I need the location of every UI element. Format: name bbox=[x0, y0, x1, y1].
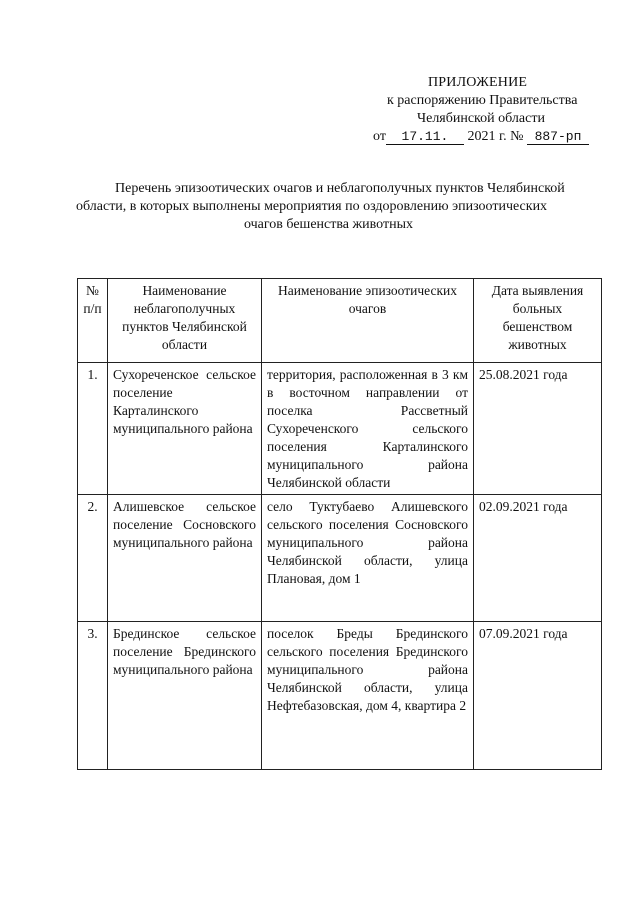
appendix-order-line: к распоряжению Правительства bbox=[387, 93, 578, 108]
row-place: Брединское сельское поселение Брединского муниципального района bbox=[108, 622, 262, 770]
row-date: 02.09.2021 года bbox=[474, 495, 602, 622]
appendix-block bbox=[360, 74, 630, 146]
header-focus: Наименование эпизоотических очагов bbox=[262, 279, 474, 363]
table-row bbox=[78, 622, 602, 770]
row-place: Сухореченское сельское поселение Карталинского муниципального района bbox=[108, 363, 262, 495]
appendix-date-line bbox=[373, 128, 630, 146]
table-row bbox=[78, 495, 602, 622]
row-num: 1. bbox=[78, 363, 108, 495]
row-focus: село Туктубаево Алишевского сельского поселения Сосновского муниципального района Челябинской области, улица Плановая, дом 1 bbox=[262, 495, 474, 622]
row-place: Алишевское сельское поселение Сосновского муниципального района bbox=[108, 495, 262, 622]
document-heading bbox=[76, 180, 616, 234]
foci-table bbox=[77, 278, 602, 770]
table-row bbox=[78, 363, 602, 495]
row-focus: поселок Бреды Брединского сельского поселения Брединского муниципального района Челябинской области, улица Нефтебазовская, дом 4, квартира 2 bbox=[262, 622, 474, 770]
row-date: 07.09.2021 года bbox=[474, 622, 602, 770]
row-date: 25.08.2021 года bbox=[474, 363, 602, 495]
header-place: Наименование неблагополучных пунктов Челябинской области bbox=[108, 279, 262, 363]
row-focus: территория, расположенная в 3 км в восточном направлении от поселка Рассветный Сухореченского сельского поселения Карталинского муниципального района Челябинской области bbox=[262, 363, 474, 495]
row-num: 3. bbox=[78, 622, 108, 770]
appendix-title: ПРИЛОЖЕНИЕ bbox=[428, 75, 528, 90]
appendix-region-line: Челябинской области bbox=[417, 111, 545, 126]
order-year: 2021 г. № bbox=[467, 129, 524, 144]
heading-line-2: области, в которых выполнены мероприятия по оздоровлению эпизоотических bbox=[76, 199, 548, 214]
table-header-row bbox=[78, 279, 602, 363]
order-number: 887-рп bbox=[527, 129, 589, 145]
header-date: Дата выявления больных бешенством животных bbox=[474, 279, 602, 363]
header-num: № п/п bbox=[78, 279, 108, 363]
date-prefix: от bbox=[373, 129, 386, 144]
row-num: 2. bbox=[78, 495, 108, 622]
order-date: 17.11. bbox=[386, 129, 464, 145]
heading-line-1: Перечень эпизоотических очагов и неблагополучных пунктов Челябинской bbox=[115, 181, 565, 196]
heading-line-3: очагов бешенства животных bbox=[244, 217, 414, 232]
